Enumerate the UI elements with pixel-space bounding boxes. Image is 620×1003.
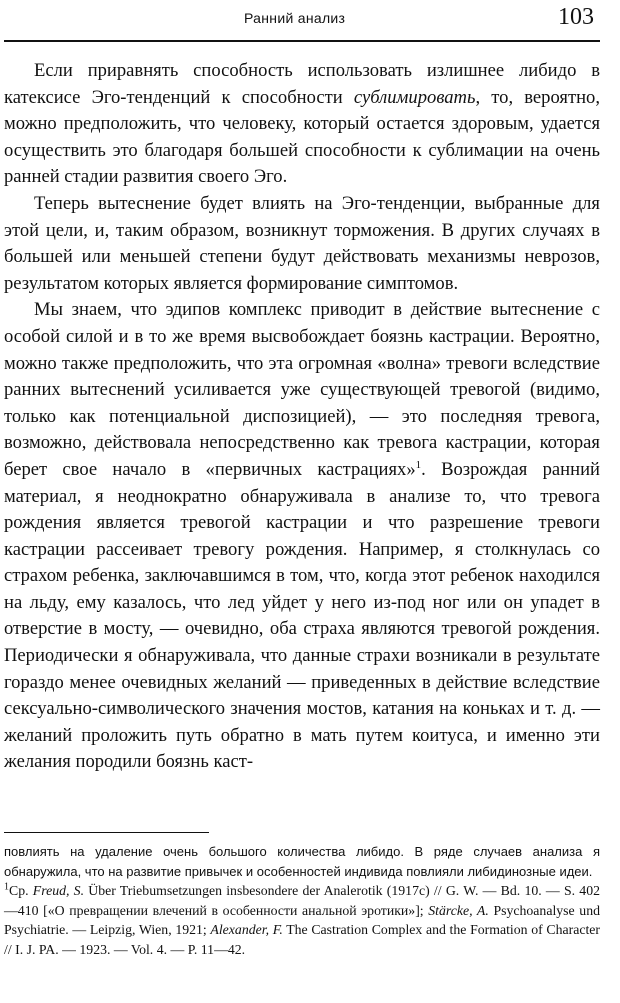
- paragraph-text: , то, вероятно, можно предположить, что человеку, который остается здоровым, удается осуществить это благодаря большей способности к сублимации на очень ранней стадии развития своего Эго.: [4, 86, 600, 188]
- footnotes: [4, 842, 600, 959]
- page-header: [4, 0, 600, 42]
- footnote-text: Ср.: [9, 883, 33, 898]
- footnote-divider: [4, 832, 209, 833]
- footnote-mark: 1: [4, 881, 9, 893]
- paragraph: [4, 58, 600, 191]
- page-number: 103: [558, 4, 594, 30]
- footnote-text: Psychoanalyse und Psychiatrie. — Leipzig, Wien, 1921;: [4, 902, 600, 937]
- footnote-continuation: повлиять на удаление очень большого количества либидо. В ряде случаев анализа я обнаружила, что на развитие привычек и особенностей индивида повлияли либидинозные идеи.: [4, 844, 600, 879]
- author-name: Freud, S.: [32, 883, 85, 898]
- footnote-text: Über Triebumsetzungen insbesondere der Analerotik (1917c) // G. W. — Bd. 10. — S. 402—410 [«О превращении влечений в особенности анальной эротики»];: [4, 883, 600, 918]
- footnote-text: The Castration Complex and the Formation of Character // I. J. PA. — 1923. — Vol. 4. — P. 11—42.: [4, 922, 600, 957]
- paragraph-text: Если приравнять способность использовать излишнее либидо в катексисе Эго-тенденций к способности: [4, 60, 600, 108]
- paragraph-text: Теперь вытеснение будет влиять на Эго-тенденции, выбранные для этой цели, и, таким образом, возникнут торможения. В других случаях в большей или меньшей степени будут действовать механизмы неврозов, результатом которых является формирование симптомов.: [4, 192, 600, 294]
- paragraph-text: Мы знаем, что эдипов комплекс приводит в действие вытеснение с особой силой и в то же время высвобождает боязнь кастрации. Вероятно, можно также предположить, что эта огромная «волна» тревоги вследствие ранних вытеснений усиливается уже существующей тревогой (видимо, только как потенциальной диспозицией), — это последняя тревога, возможно, действовала непосредственно как тревога кастрации, которая берет свое начало в «первичных кастрациях»: [4, 299, 600, 480]
- author-name: Stärcke, A.: [428, 902, 489, 918]
- main-text: [4, 58, 600, 776]
- running-title: Ранний анализ: [244, 10, 346, 26]
- author-name: Alexander, F.: [210, 922, 283, 937]
- paragraph: [4, 297, 600, 776]
- paragraph-text: . Возрождая ранний материал, я неоднократно обнаруживала в анализе то, что тревога рождения является тревогой кастрации и что разрешение тревоги кастрации рассеивает тревогу рождения. Например, я столкнулась со страхом ребенка, заключавшимся в том, что, когда этот ребенок находился на льду, ему казалось, что лед уйдет у него из-под ног или он упадет в отверстие в мосту, — очевидно, оба страха являются тревогой рождения. Периодически я обнаруживала, что данные страхи возникали в результате гораздо менее очевидных желаний — приведенных в действие вследствие сексуально-символического значения мостов, катания на коньках и т. д. — желаний проложить путь обратно в мать путем коитуса, и именно эти желания породили боязнь каст-: [4, 458, 600, 773]
- paragraph: [4, 191, 600, 297]
- footnote-reference: 1: [415, 458, 422, 471]
- footnote-1: [4, 881, 600, 959]
- emphasis-text: сублимировать: [353, 86, 476, 108]
